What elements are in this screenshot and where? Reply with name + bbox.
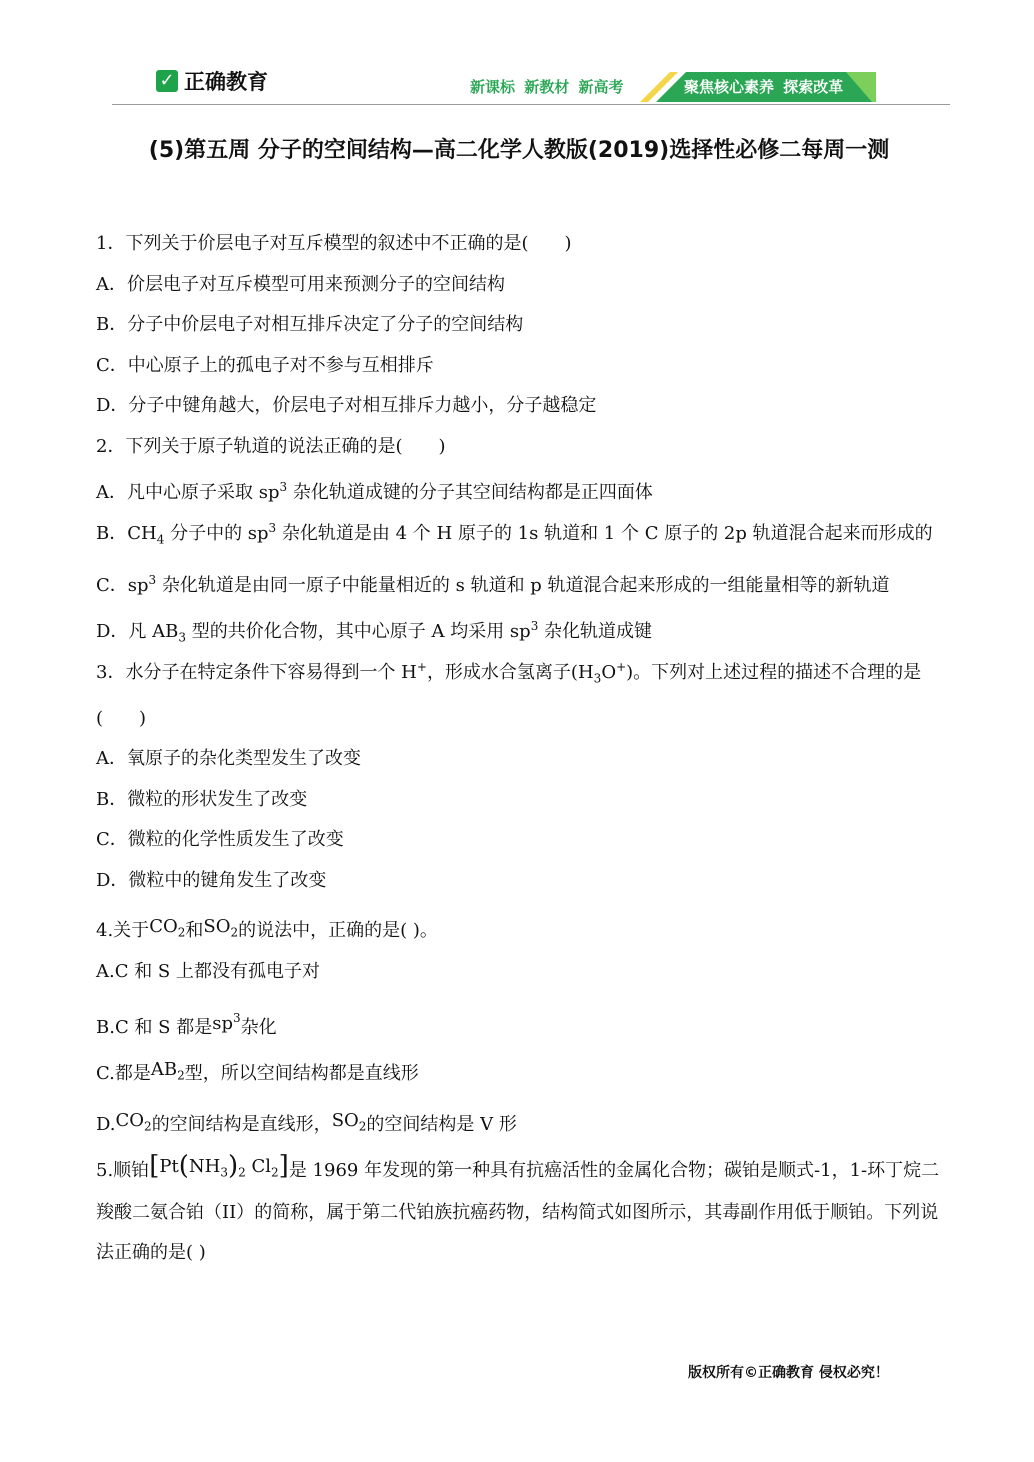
formula-co2: $CO_2$ [115, 1109, 152, 1134]
question-list [96, 224, 942, 1274]
q1-option-d: D．分子中键角越大，价层电子对相互排斥力越小，分子越稳定 [96, 395, 597, 416]
q2-stem: 2．下列关于原子轨道的说法正确的是( ) [96, 435, 446, 457]
q2-option-a: A．凡中心原子采取 $sp^3$ 杂化轨道成键的分子其空间结构都是正四面体 [96, 480, 653, 503]
q3-option-a: A．氧原子的杂化类型发生了改变 [96, 748, 361, 770]
copyright-footer: 版权所有©正确教育 侵权必究！ [688, 1365, 889, 1381]
check-icon: ✓ [156, 70, 178, 92]
formula-co2: $CO_2$ [149, 916, 186, 940]
slogan-right: 聚焦核心素养 探索改革 [684, 78, 844, 96]
q1-stem: 1．下列关于价层电子对互斥模型的叙述中不正确的是( ) [96, 233, 572, 254]
q1-option-a: A．价层电子对互斥模型可用来预测分子的空间结构 [96, 273, 505, 295]
brand-logo [156, 66, 268, 96]
q3-option-c: C．微粒的化学性质发生了改变 [96, 829, 344, 851]
header-divider [112, 104, 950, 105]
formula-so2: $SO_2$ [331, 1109, 367, 1134]
q1-option-c: C．中心原子上的孤电子对不参与互相排斥 [96, 354, 434, 376]
q2-option-b: B．$CH_4$ 分子中的 $sp^3$ 杂化轨道是由 4 个 H 原子的 1s 轨道和 1 个 C 原子的 2p 轨道混合起来而形成的 [96, 520, 933, 547]
page-title: (5)第五周 分子的空间结构—高二化学人教版(2019)选择性必修二每周一测 [148, 138, 890, 163]
q4-stem: 4.关于$CO_2$和$SO_2$的说法中，正确的是( )。 [96, 916, 438, 942]
q1-option-b: B．分子中价层电子对相互排斥决定了分子的空间结构 [96, 314, 524, 335]
formula-so2: $SO_2$ [203, 916, 239, 940]
q3-option-b: B．微粒的形状发生了改变 [96, 788, 308, 810]
slogan-left: 新课标 新教材 新高考 [470, 78, 624, 96]
q4-option-d: $D.CO_2$的空间结构是直线形，$SO_2$的空间结构是 V 形 [96, 1109, 517, 1135]
brand-name: 正确教育 [184, 70, 268, 94]
q2-option-c: C．$sp^3$ 杂化轨道是由同一原子中能量相近的 s 轨道和 p 轨道混合起来形成的一组能量相等的新轨道 [96, 572, 890, 596]
formula-cisplatin: [$Pt(NH_3)_2$ $Cl_2$] [149, 1150, 289, 1181]
q2-option-d: D．凡 $AB_3$ 型的共价化合物，其中心原子 A 均采用 $sp^3$ 杂化轨道成键 [96, 619, 653, 645]
q4-option-c: C.都是$AB_2$型，所以空间结构都是直线形 [96, 1058, 419, 1084]
q3-stem: 3．水分子在特定条件下容易得到一个 H+，形成水合氢离子$(H_3O^+)$。下列对上述过程的描述不合理的是( ) [96, 659, 922, 729]
q3-option-d: D．微粒中的键角发生了改变 [96, 869, 327, 891]
formula-sp3: $sp^3$ [212, 1010, 241, 1034]
page-header [0, 0, 1034, 110]
q4-option-b: B.C 和 S 都是$sp^3$杂化 [96, 1010, 277, 1038]
q5-stem: 5.顺铂[$Pt(NH_3)_2$ $Cl_2$]是 1969 年发现的第一种具有抗癌活性的金属化合物；碳铂是顺式-1，1-环丁烷二羧酸二氨合铂（II）的简称，属于第二代铂族抗癌药物，结构简式如图所示，其毒副作用低于顺铂。下列说法正确的是( ) [96, 1150, 940, 1264]
formula-ab2: $AB_2$ [150, 1058, 185, 1083]
q4-option-a: A.C 和 S 上都没有孤电子对 [96, 961, 320, 983]
